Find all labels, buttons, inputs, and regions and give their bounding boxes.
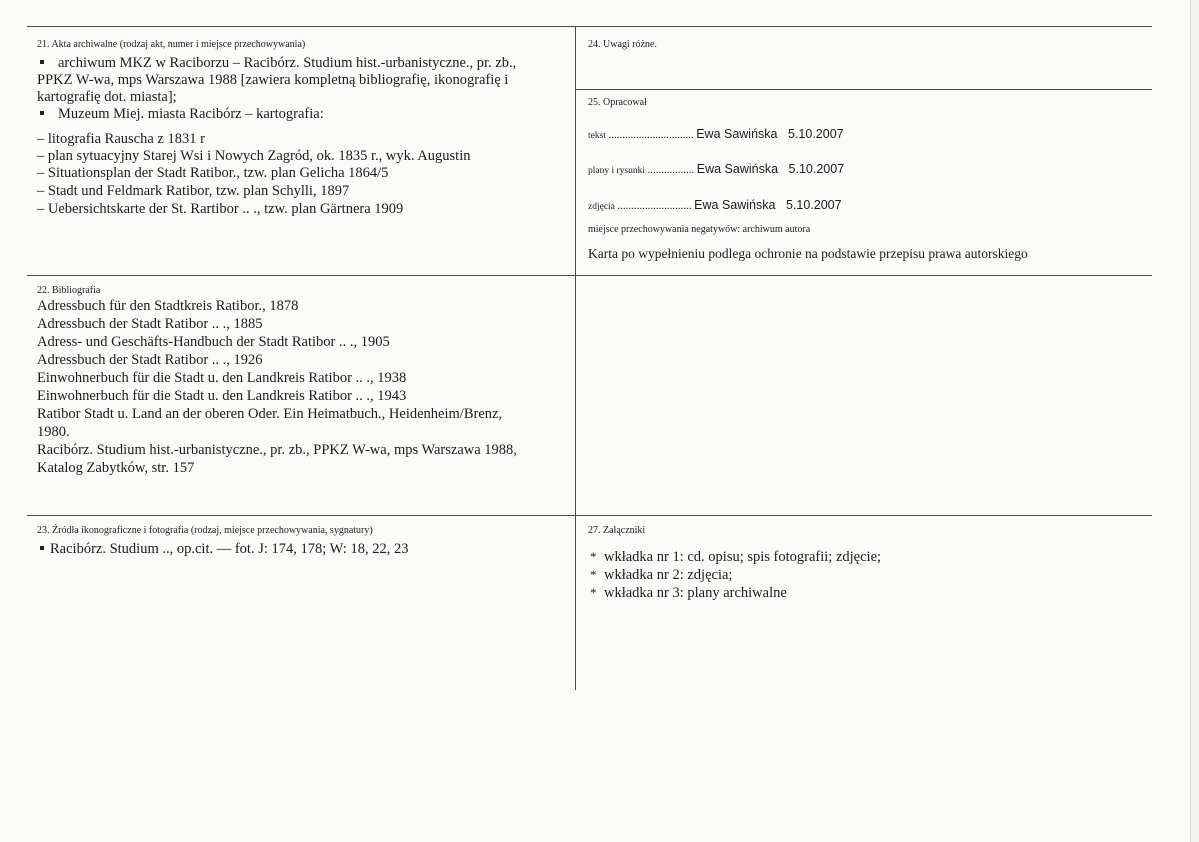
section-24-heading: 24. Uwagi różne. <box>588 39 657 50</box>
cartography-item: – Uebersichtskarte der St. Rartibor .. ., tzw. plan Gärtnera 1909 <box>37 201 404 217</box>
rule-row1-row2 <box>27 275 1152 276</box>
archive-entry-2: Muzeum Miej. miasta Racibórz – kartografia: <box>37 106 324 122</box>
bibliography-line: Ratibor Stadt u. Land an der oberen Oder. Ein Heimatbuch., Heidenheim/Brenz, <box>37 406 503 422</box>
rule-row2-row3 <box>27 515 1152 516</box>
cartography-item: – Stadt und Feldmark Ratibor, tzw. plan Schylli, 1897 <box>37 183 350 199</box>
author-name: Ewa Sawińska <box>696 162 779 176</box>
section-27-heading: 27. Załączniki <box>588 525 646 536</box>
bibliography-line: Adressbuch der Stadt Ratibor .. ., 1926 <box>37 352 263 368</box>
bibliography-line: Einwohnerbuch für die Stadt u. den Landkreis Ratibor .. ., 1943 <box>37 388 407 404</box>
rule-24-25 <box>576 89 1152 90</box>
square-bullet-icon <box>40 546 44 550</box>
section-25-heading: 25. Opracował <box>588 97 647 108</box>
asterisk-bullet-icon: * <box>590 585 597 600</box>
author-date: 5.10.2007 <box>788 127 844 141</box>
negatives-location <box>588 223 810 236</box>
negatives-value: archiwum autora <box>742 224 811 235</box>
author-row-label: tekst <box>588 131 606 141</box>
author-row-dots: ............................... <box>608 129 694 141</box>
author-row-plans <box>588 163 844 178</box>
author-name: Ewa Sawińska <box>696 127 778 141</box>
archive-entry-1-line-1: archiwum MKZ w Raciborzu – Racibórz. Studium hist.-urbanistyczne., pr. zb., <box>37 55 516 71</box>
author-date: 5.10.2007 <box>785 198 842 212</box>
author-name: Ewa Sawińska <box>694 198 776 212</box>
bibliography-line: Adressbuch der Stadt Ratibor .. ., 1885 <box>37 316 263 332</box>
author-row-label: plany i rysunki <box>588 166 645 176</box>
asterisk-bullet-icon: * <box>590 567 597 582</box>
attachment-item: * wkładka nr 3: plany archiwalne <box>590 585 787 601</box>
top-rule <box>27 26 1152 27</box>
attachment-item: * wkładka nr 1: cd. opisu; spis fotografii; zdjęcie; <box>590 549 882 565</box>
iconography-item: Racibórz. Studium .., op.cit. — fot. J: 174, 178; W: 18, 22, 23 <box>37 541 408 557</box>
author-row-dots: ................. <box>647 164 695 176</box>
archive-entry-1-line-2: PPKZ W-wa, mps Warszawa 1988 [zawiera kompletną bibliografię, ikonografię i <box>37 72 509 88</box>
attachment-item: * wkładka nr 2: zdjęcia; <box>590 567 733 583</box>
cartography-item: – Situationsplan der Stadt Ratibor., tzw. plan Gelicha 1864/5 <box>37 165 389 181</box>
author-row-label: zdjęcia <box>588 202 615 212</box>
bibliography-line: Einwohnerbuch für die Stadt u. den Landkreis Ratibor .. ., 1938 <box>37 370 407 386</box>
column-divider <box>575 26 576 690</box>
author-row-photos <box>588 199 842 214</box>
section-21-heading: 21. Akta archiwalne (rodzaj akt, numer i miejsce przechowywania) <box>37 39 306 50</box>
author-date: 5.10.2007 <box>788 162 845 176</box>
square-bullet-icon <box>40 111 44 115</box>
cartography-item: – plan sytuacyjny Starej Wsi i Nowych Zagród, ok. 1835 r., wyk. Augustin <box>37 148 471 164</box>
bibliography-line: Adressbuch für den Stadtkreis Ratibor., 1878 <box>37 298 299 314</box>
section-23-heading: 23. Źródła ikonograficzne i fotografia (rodzaj, miejsce przechowywania, sygnatury) <box>37 525 373 536</box>
negatives-label: miejsce przechowywania negatywów: <box>588 224 741 235</box>
bibliography-line: 1980. <box>37 424 70 440</box>
asterisk-bullet-icon: * <box>590 549 597 564</box>
author-row-text <box>588 128 844 143</box>
author-row-dots: ........................... <box>617 200 692 212</box>
cartography-item: – litografia Rauscha z 1831 r <box>37 131 205 147</box>
square-bullet-icon <box>40 60 44 64</box>
section-22-heading: 22. Bibliografia <box>37 285 101 296</box>
bibliography-line: Katalog Zabytków, str. 157 <box>37 460 195 476</box>
copyright-notice: Karta po wypełnieniu podlega ochronie na podstawie przepisu prawa autorskiego <box>588 246 1028 261</box>
bibliography-line: Racibórz. Studium hist.-urbanistyczne., pr. zb., PPKZ W-wa, mps Warszawa 1988, <box>37 442 517 458</box>
archive-entry-1-line-3: kartografię dot. miasta]; <box>37 89 177 105</box>
bibliography-line: Adress- und Geschäfts-Handbuch der Stadt Ratibor .. ., 1905 <box>37 334 390 350</box>
